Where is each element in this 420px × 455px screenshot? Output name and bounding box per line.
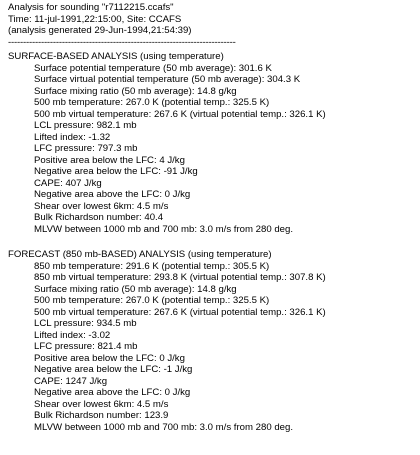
separator-line: ----------------------------------------------------------------------------	[8, 36, 236, 48]
surface-analysis-list	[8, 63, 420, 236]
forecast-item: LCL pressure: 934.5 mb	[34, 318, 137, 329]
surface-item: CAPE: 407 J/kg	[34, 177, 102, 189]
surface-item: Surface potential temperature (50 mb average): 301.6 K	[34, 62, 272, 74]
surface-item: Negative area above the LFC: 0 J/kg	[34, 189, 191, 200]
forecast-item: 850 mb virtual temperature: 293.8 K (virtual potential temp.: 307.8 K)	[34, 272, 326, 283]
section-gap	[8, 235, 420, 246]
forecast-item: Positive area below the LFC: 0 J/kg	[34, 352, 185, 364]
forecast-item: 500 mb temperature: 267.0 K (potential temp.: 325.5 K)	[34, 295, 270, 306]
forecast-item: MLVW between 1000 mb and 700 mb: 3.0 m/s from 280 deg.	[34, 421, 293, 433]
surface-item: Surface virtual potential temperature (50 mb average): 304.3 K	[34, 74, 301, 85]
forecast-item: 500 mb virtual temperature: 267.6 K (virtual potential temp.: 326.1 K)	[34, 306, 326, 318]
surface-item: 500 mb virtual temperature: 267.6 K (virtual potential temp.: 326.1 K)	[34, 108, 326, 120]
forecast-item: CAPE: 1247 J/kg	[34, 375, 108, 387]
forecast-item: LFC pressure: 821.4 mb	[34, 341, 138, 352]
surface-item: Shear over lowest 6km: 4.5 m/s	[34, 200, 169, 212]
forecast-item: Lifted index: -3.02	[34, 329, 111, 341]
forecast-item: Bulk Richardson number: 123.9	[34, 410, 169, 421]
forecast-item: Negative area below the LFC: -1 J/kg	[34, 364, 193, 375]
forecast-item: Surface mixing ratio (50 mb average): 14.8 g/kg	[34, 283, 237, 295]
time-site-line: Time: 11-jul-1991,22:15:00, Site: CCAFS	[8, 13, 182, 25]
forecast-item: Negative area above the LFC: 0 J/kg	[34, 387, 191, 398]
forecast-item: 850 mb temperature: 291.6 K (potential temp.: 305.5 K)	[34, 260, 270, 272]
surface-item: Bulk Richardson number: 40.4	[34, 212, 164, 223]
surface-item: LFC pressure: 797.3 mb	[34, 143, 138, 154]
forecast-analysis-list	[8, 261, 420, 434]
forecast-analysis-heading: FORECAST (850 mb-BASED) ANALYSIS (using temperature)	[8, 249, 272, 260]
sounding-title-line: Analysis for sounding "r7112215.ccafs"	[8, 2, 174, 13]
surface-item: Positive area below the LFC: 4 J/kg	[34, 154, 185, 166]
surface-item: Lifted index: -1.32	[34, 131, 111, 143]
surface-item: LCL pressure: 982.1 mb	[34, 120, 137, 131]
surface-item: Surface mixing ratio (50 mb average): 14.8 g/kg	[34, 85, 237, 97]
generated-date-line: (analysis generated 29-Jun-1994,21:54:39)	[8, 25, 192, 36]
surface-analysis-heading: SURFACE-BASED ANALYSIS (using temperature)	[8, 51, 224, 62]
surface-item: 500 mb temperature: 267.0 K (potential temp.: 325.5 K)	[34, 97, 270, 108]
surface-item: Negative area below the LFC: -91 J/kg	[34, 166, 198, 177]
surface-item: MLVW between 1000 mb and 700 mb: 3.0 m/s from 280 deg.	[34, 223, 293, 235]
forecast-item: Shear over lowest 6km: 4.5 m/s	[34, 398, 169, 410]
